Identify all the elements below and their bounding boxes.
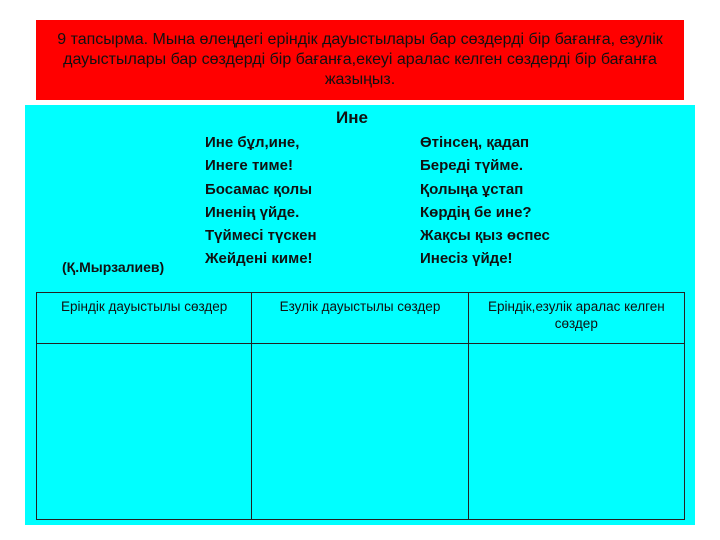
poem-line: Түймесі түскен bbox=[205, 227, 317, 245]
poem-column-left bbox=[205, 131, 317, 271]
poem-line: Жейдені киме! bbox=[205, 250, 313, 268]
poem-line: Инеге тиме! bbox=[205, 157, 293, 175]
answer-cell-unrounded[interactable] bbox=[252, 344, 468, 520]
poem-line: Жақсы қыз өспес bbox=[420, 227, 550, 245]
poem-column-right bbox=[420, 131, 550, 271]
task-instruction-banner bbox=[36, 20, 684, 100]
table-header-row bbox=[37, 293, 685, 344]
answer-table bbox=[36, 292, 685, 520]
poem-line: Береді түйме. bbox=[420, 157, 524, 175]
poem-line: Өтінсең, қадап bbox=[420, 134, 530, 151]
header-rounded-vowel-words: Еріндік дауыстылы сөздер bbox=[37, 293, 252, 344]
poem-line: Қолыңа ұстап bbox=[420, 180, 524, 198]
task-instruction-text: 9 тапсырма. Мына өлеңдегі еріндік дауыстылары бар сөздерді бір бағанға, езулік дауыстылары бар сөздерді бір бағанға,екеуі аралас келген сөздерді бір бағанға жазыңыз. bbox=[57, 31, 663, 88]
header-unrounded-vowel-words: Езулік дауыстылы сөздер bbox=[252, 293, 468, 344]
poem-title: Ине bbox=[336, 108, 368, 127]
poem-line: Көрдің бе ине? bbox=[420, 203, 532, 221]
poem-line: Инесіз үйде! bbox=[420, 250, 513, 268]
poem-line: Ине бұл,ине, bbox=[205, 134, 300, 151]
answer-cell-rounded[interactable] bbox=[37, 344, 252, 520]
answer-cell-mixed[interactable] bbox=[468, 344, 684, 520]
poem-line: Босамас қолы bbox=[205, 180, 312, 198]
table-row bbox=[37, 344, 685, 520]
header-mixed-vowel-words: Еріндік,езулік аралас келген сөздер bbox=[468, 293, 684, 344]
poem-author: (Қ.Мырзалиев) bbox=[62, 259, 165, 275]
poem-line: Иненің үйде. bbox=[205, 203, 300, 221]
